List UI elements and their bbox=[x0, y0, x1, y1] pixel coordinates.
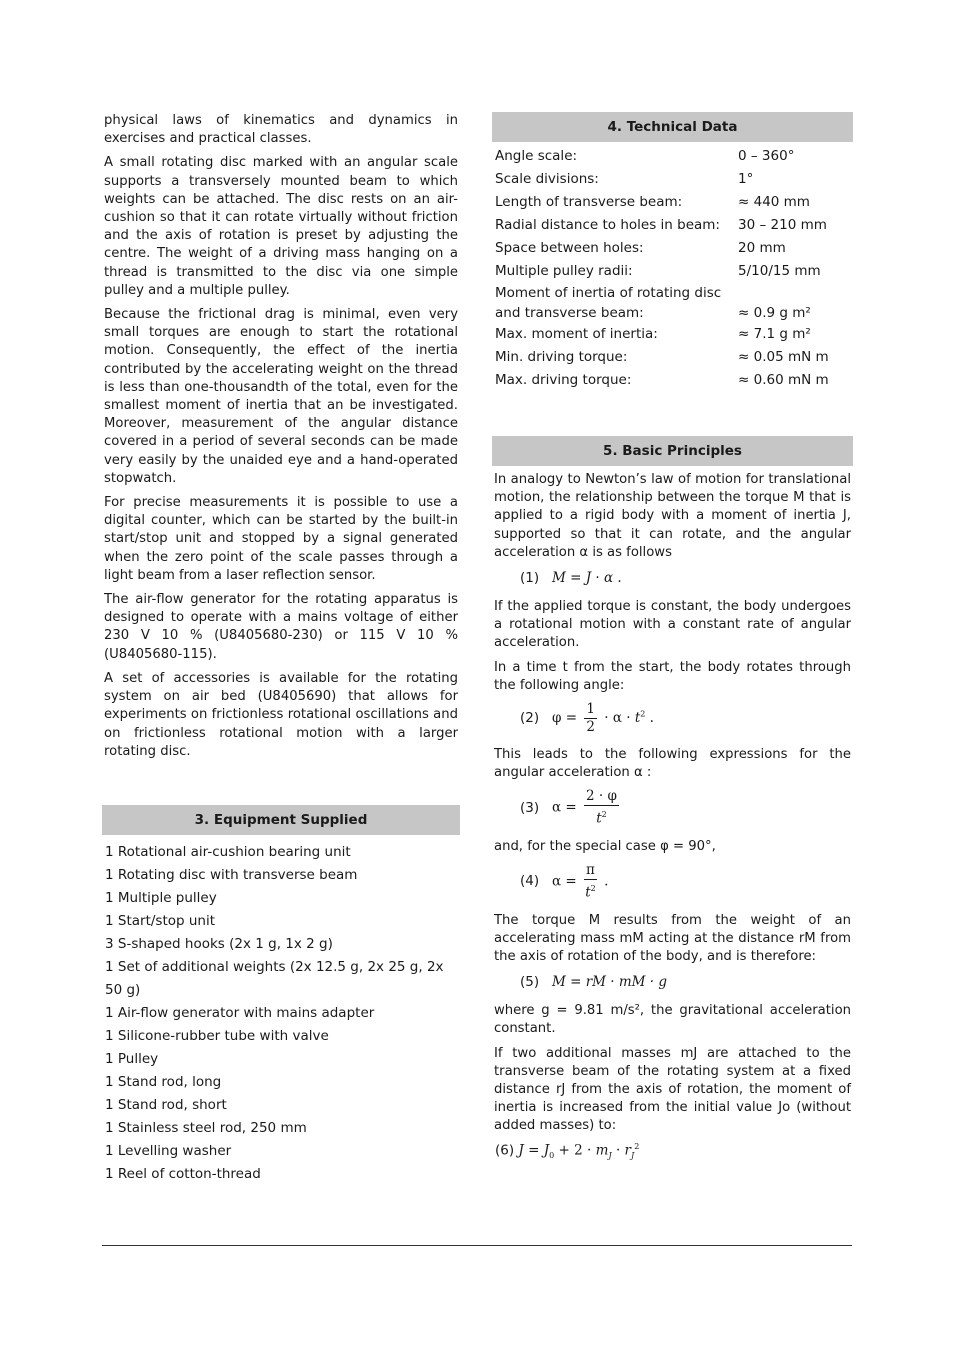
table-row: Multiple pulley radii: 5/10/15 mm bbox=[495, 263, 821, 279]
list-item: 1 Stand rod, long bbox=[105, 1073, 222, 1090]
paragraph: If the applied torque is constant, the body undergoes a rotational motion with a constant rate of angular acceleration. bbox=[494, 599, 851, 651]
list-item: 3 S-shaped hooks (2x 1 g, 1x 2 g) bbox=[105, 935, 333, 952]
paragraph: A set of accessories is available for the rotating system on air bed (U8405690) that allows for experiments on frictionless rotational oscillations and on frictionless rotational motion with a larger rotating disc. bbox=[104, 670, 458, 759]
paragraph: where g = 9.81 m/s², the gravitational acceleration constant. bbox=[494, 1003, 851, 1037]
equation-6: (6) $J = J_0 + 2 \cdot m_J \cdot r_J^2$ bbox=[495, 1141, 640, 1160]
list-item: 1 Pulley bbox=[105, 1050, 159, 1067]
list-item: 1 Rotating disc with transverse beam bbox=[105, 866, 358, 883]
paragraph: and, for the special case φ = 90°, bbox=[494, 838, 716, 854]
table-row: Angle scale: 0 – 360° bbox=[495, 148, 795, 164]
equipment-heading: 3. Equipment Supplied bbox=[102, 805, 460, 835]
table-row: Max. moment of inertia: ≈ 7.1 g m² bbox=[495, 326, 811, 342]
basic-principles-heading: 5. Basic Principles bbox=[492, 436, 853, 466]
equation-1: (1) M = J · α . bbox=[520, 570, 622, 587]
equation-2: (2) φ = $\frac{1}{2}$ · $\alpha \cdot t^2$ . bbox=[520, 701, 654, 736]
equation-4: (4) α = $\frac{\pi}{t^2}$ . bbox=[520, 862, 609, 901]
equation-3: (3) α = $\frac{2 \cdot \varphi}{t^2}$ bbox=[520, 788, 617, 827]
list-item: 1 Air-flow generator with mains adapter bbox=[105, 1004, 375, 1021]
paragraph: In analogy to Newton’s law of motion for translational motion, the relationship between the torque M that is applied to a rigid body with a moment of inertia J, supported so that it can rotate, and the angular acceleration α is as follows bbox=[494, 472, 851, 560]
paragraph: A small rotating disc marked with an angular scale supports a transversely mounted beam to which weights can be attached. The disc rests on an air-cushion so that it can rotate virtually without friction and the axis of rotation is preset by adjusting the centre. The weight of a driving mass hanging on a thread is transmitted to the disc via one simple pulley and a multiple pulley. bbox=[104, 155, 458, 298]
equation-5: (5) M = rM · mM · g bbox=[520, 974, 668, 991]
table-row: Length of transverse beam: ≈ 440 mm bbox=[495, 194, 810, 210]
list-item: 1 Reel of cotton-thread bbox=[105, 1165, 261, 1182]
table-row: Scale divisions: 1° bbox=[495, 171, 754, 187]
paragraph: The air-flow generator for the rotating apparatus is designed to operate with a mains voltage of either 230 V 10 % (U8405680-230) or 115 V 10 % (U8405680-115). bbox=[104, 592, 458, 662]
list-item: 1 Set of additional weights (2x 12.5 g, 2x 25 g, 2x 50 g) bbox=[105, 958, 444, 998]
paragraph: For precise measurements it is possible to use a digital counter, which can be started by the built-in start/stop unit and stopped by a signal generated when the zero point of the scale passes through a light beam from a laser reflection sensor. bbox=[104, 495, 458, 583]
paragraph: The torque M results from the weight of an accelerating mass mM acting at the distance rM from the axis of rotation of the body, and is therefore: bbox=[494, 912, 851, 965]
paragraph: If two additional masses mJ are attached to the transverse beam of the rotating system at a fixed distance rJ from the axis of rotation, the moment of inertia is increased from the initial value Jo (without added masses) to: bbox=[494, 1045, 851, 1134]
table-row: Radial distance to holes in beam: 30 – 210 mm bbox=[495, 217, 827, 233]
list-item: 1 Start/stop unit bbox=[105, 912, 216, 929]
left-column bbox=[102, 112, 460, 1186]
list-item: 1 Stand rod, short bbox=[105, 1096, 227, 1113]
paragraph: Because the frictional drag is minimal, even very small torques are enough to start the rotational motion. Consequently, the effect of the inertia contributed by the accelerating weight on the thread is less than one-thousandth of the total, even for the smallest moment of inertia that an be investigated. Moreover, measurement of the angular distance covered in a period of several seconds can be made very easily by the unaided eye and a hand-operated stopwatch. bbox=[104, 307, 458, 486]
paragraph: In a time t from the start, the body rotates through the following angle: bbox=[494, 659, 851, 693]
list-item: 1 Stainless steel rod, 250 mm bbox=[105, 1119, 307, 1136]
list-item: 1 Rotational air-cushion bearing unit bbox=[105, 843, 351, 860]
technical-data-heading: 4. Technical Data bbox=[492, 112, 853, 142]
table-row: Moment of inertia of rotating disc and transverse beam: ≈ 0.9 g m² bbox=[495, 285, 811, 321]
technical-data-table bbox=[492, 145, 853, 392]
list-item: 1 Multiple pulley bbox=[105, 889, 217, 906]
table-row: Min. driving torque: ≈ 0.05 mN m bbox=[495, 349, 829, 365]
paragraph: This leads to the following expressions for the angular acceleration α : bbox=[494, 747, 851, 781]
list-item: 1 Silicone-rubber tube with valve bbox=[105, 1027, 329, 1044]
footer-divider bbox=[102, 1245, 852, 1246]
right-column bbox=[492, 112, 853, 1160]
table-row: Max. driving torque: ≈ 0.60 mN m bbox=[495, 372, 829, 388]
equipment-list bbox=[102, 841, 460, 1186]
paragraph: physical laws of kinematics and dynamics in exercises and practical classes. bbox=[104, 113, 458, 147]
list-item: 1 Levelling washer bbox=[105, 1142, 232, 1159]
table-row: Space between holes: 20 mm bbox=[495, 240, 786, 256]
